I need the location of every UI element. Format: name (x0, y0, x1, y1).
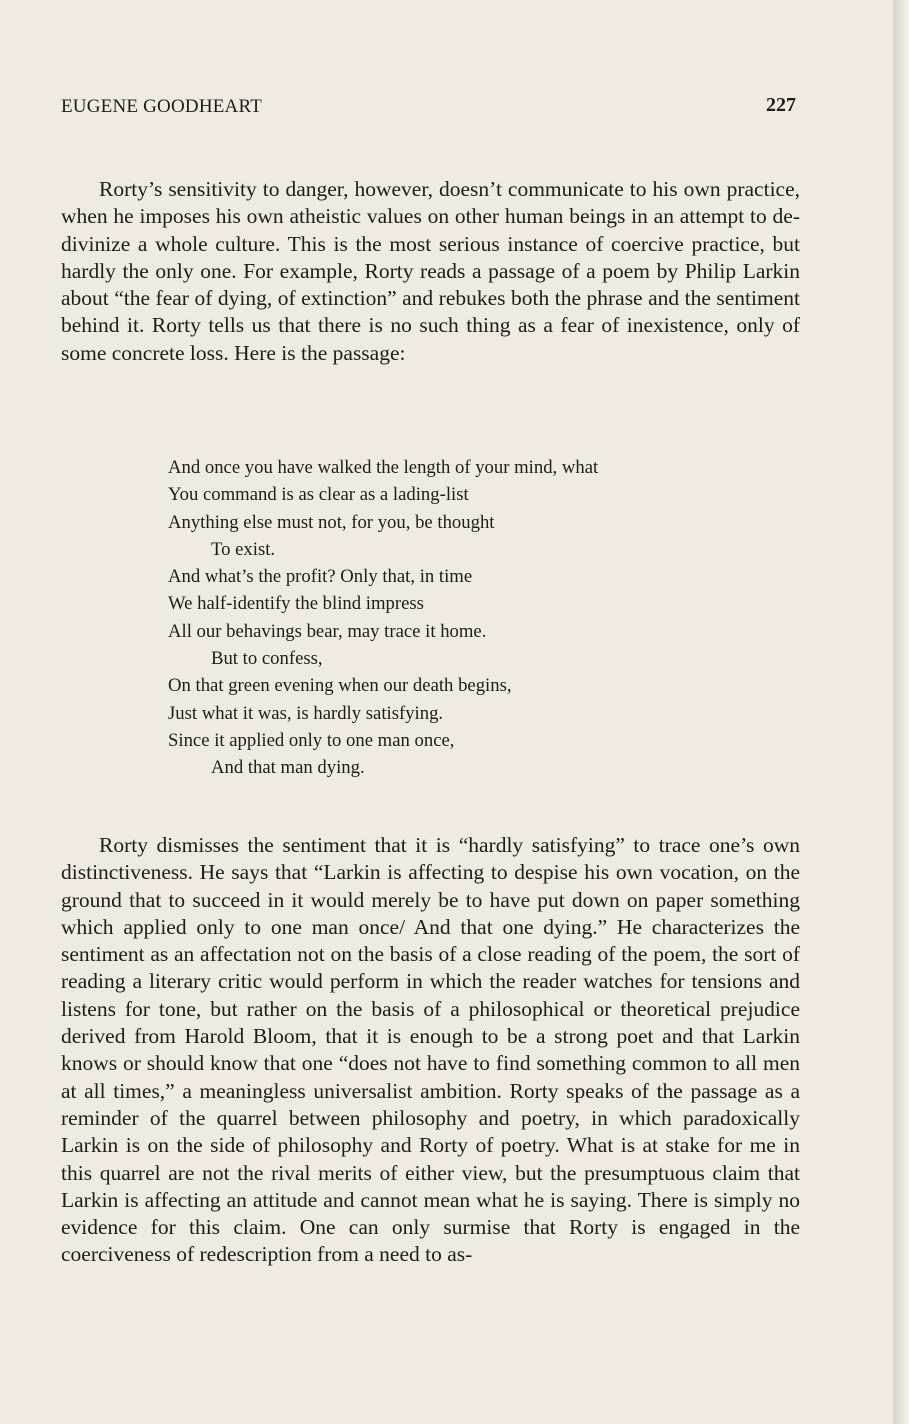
paragraph-1: Rorty’s sensitivity to danger, however, doesn’t communicate to his own practice, when he imposes his own atheistic values on other human beings in an attempt to de-divinize a whole culture. This is the most serious instance of coercive practice, but hardly the only one. For example, Rorty reads a passage of a poem by Philip Larkin about “the fear of dying, of extinction” and rebukes both the phrase and the sentiment behind it. Rorty tells us that there is no such thing as a fear of inexistence, only of some concrete loss. Here is the passage: (61, 177, 800, 365)
poem-line: All our behavings bear, may trace it home. (168, 620, 487, 642)
poem-line: And what’s the profit? Only that, in time (168, 566, 473, 588)
paragraph-2: Rorty dismisses the sentiment that it is “hardly satisfying” to trace one’s own distinctiveness. He says that “Larkin is affecting to despise his own vocation, on the ground that to succeed in it would merely be to have put down on paper something which applied only to one man once/ And that one dying.” He characterizes the sentiment as an affectation not on the basis of a close reading of the poem, the sort of reading a literary critic would perform in which the reader watches for tensions and listens for tone, but rather on the basis of a philosophical or theoretical prejudice derived from Harold Bloom, that it is enough to be a strong poet and that Larkin knows or should know that one “does not have to find something common to all men at all times,” a meaningless universalist ambition. Rorty speaks of the passage as a reminder of the quarrel between philosophy and poetry, in which paradoxically Larkin is on the side of philosophy and Rorty of poetry. What is at stake for me in this quarrel are not the rival merits of either view, but the presumptuous claim that Larkin is affecting an attitude and cannot mean what he is saying. There is simply no evidence for this claim. One can only surmise that Rorty is engaged in the coerciveness of redescription from a need to as- (61, 833, 800, 1267)
poem-line-indented: To exist. (211, 538, 276, 560)
poem-line: And once you have walked the length of your mind, what (168, 457, 599, 478)
poem-line: On that green evening when our death begins, (168, 675, 512, 697)
page-edge (893, 0, 909, 1424)
running-head (61, 96, 796, 120)
poem-line: Just what it was, is hardly satisfying. (168, 702, 444, 724)
poem-line-indented: But to confess, (211, 648, 323, 670)
poem-line: Since it applied only to one man once, (168, 729, 455, 751)
poem-excerpt (168, 454, 728, 782)
running-head-author: EUGENE GOODHEART (61, 96, 263, 117)
page-number: 227 (766, 94, 796, 116)
poem-line-indented: And that man dying. (211, 757, 365, 779)
poem-line: Anything else must not, for you, be thought (168, 511, 495, 533)
poem-line: You command is as clear as a lading-list (168, 484, 469, 506)
poem-line: We half-identify the blind impress (168, 593, 424, 615)
